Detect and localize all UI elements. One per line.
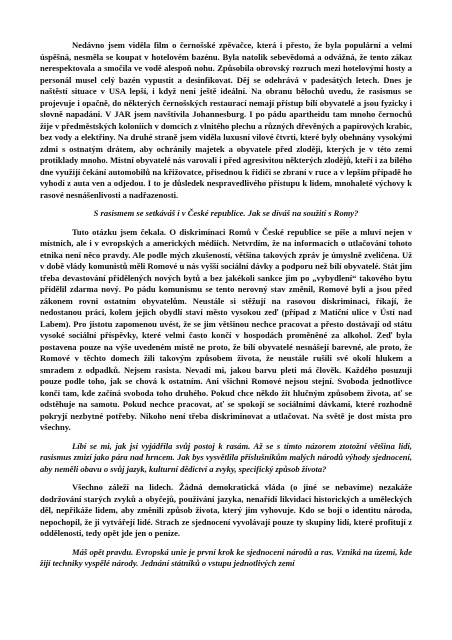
question-roma: S rasismem se setkáváš i v České republice. Jak se díváš na soužití s Romy? xyxy=(93,208,359,218)
question-unification: Líbí se mi, jak jsi vyjádřila svůj postoj k rasám. Až se s tímto názorem ztotožní většina lidí, rasismus zmizí jako pára nad hrncem. Jak bys vysvětlila příslušníkům malých národů výhody sjednocení, aby neměli obavu o svůj jazyk, kulturní dědictví a zvyky, specifický způsob života? xyxy=(40,440,412,474)
paragraph-unification-answer: Všechno záleží na lidech. Žádná demokratická vláda (o jiné se nebavíme) nezakáže dodržování starých zvyků a obyčejů, používání jazyka, nenařídí likvidaci historických a uměleckých děl, nepřikáže lidem, aby změnili způsob života, který jim vyhovuje. Kdo se bojí o identitu národa, nepochopil, že ji vytvářejí lidé. Strach ze sjednocení vyvolávají pouze ty skupiny lidí, které profitují z oddělenosti, tedy opět jde jen o peníze. xyxy=(40,482,412,538)
paragraph-film-story: Nedávno jsem viděla film o černošské zpěvačce, která i přesto, že byla populární a velmi úspěšná, nesměla se koupat v hotelovém bazénu. Byla natolik sebevědomá a odvážná, že tento zákaz nerespektovala a smočila ve vodě alespoň nohu. Způsobila obrovský rozruch mezi hotelovými hosty a personál musel celý bazén vypustit a desinfikovat. Děj se odehrává v padesátých letech. Dnes je naštěstí situace v USA lepší, i když není ještě ideální. Na obranu bělochů uvedu, že rasismus se projevuje i opačně, do některých černošských restaurací nemají přístup bílí obyvatelé a jsou fyzicky i slovně napadáni. V JAR jsem navštívila Johannesburg. I po pádu apartheidu tam mnoho černochů žije v předměstských koloniích v domcích z vlnitého plechu a různých dřevěných a papírových krabic, bez vody a elektřiny. Na druhé straně jsem viděla luxusní vilové čtvrti, které byly obehnány vysokými zdmi s ostnatým drátem, aby ochránily majetek a obyvatele před zloději, kterých je v této zemi protiklady mnoho. Místní obyvatelé nás varovali i před agresivitou některých zlodějů, kteří i za bílého dne využijí čekání automobilů na křižovatce, přisednou k řidiči se zbraní v ruce a v lepším případě ho vyhodí z auta ven a odjedou. I to je důsledek nespravedlivého přístupu k lidem, mnohaleté výchovy k rasové nesnášenlivosti a nadřazenosti. xyxy=(40,40,412,200)
paragraph-eu-intro: Máš opět pravdu. Evropská unie je první krok ke sjednocení národů a ras. Vzniká na území, kde žijí techniky vyspělé národy. Jednání státníků o vstupu jednotlivých zemí xyxy=(40,546,412,568)
paragraph-roma-answer: Tuto otázku jsem čekala. O diskriminaci Romů v České republice se píše a mluví nejen v místních, ale i v evropských a amerických médiích. Netvrdím, že na informacích o utlačování tohoto etnika není něco pravdy. Ale podle mých zkušeností, většina takových zpráv je úmyslně zveličena. Už v době vlády komunistů měli Romové u nás vyšší sociální dávky a podporu než bílí obyvatelé. Stát jim třeba devastování přidělených nových bytů a bez jakékoli sankce jim po „vybydlení“ takového bytu přidělil zdarma nový. Po pádu komunismu se tento nerovný stav změnil, Romové byli a jsou před zákonem rovni ostatním obyvatelům. Neustále si stěžují na rasovou diskriminaci, říkají, že nedostanou práci, kolem jejich obydlí staví město vysokou zeď (případ z Matiční ulice v Ústí nad Labem). Pro jistotu zapomenou uvést, že se jim většinou nechce pracovat a přesto dostávají od státu vysoké sociální příspěvky, které velmi často končí v hospodách proměněné za alkohol. Zeď byla postavena pouze na výše uvedeném místě ne proto, že bílí obyvatelé nesnášejí barevné, ale proto, že Romové v těchto domech žili takovým způsobem života, že neustále rušili své okolí hlukem a smradem z odpadků. Nejsem rasista. Nevadí mi, jakou barvu pleti má člověk. Každého posuzuji pouze podle toho, jak se chová k ostatním. Ani všichni Romové nejsou stejní. Svoboda jednotlivce končí tam, kde začíná svoboda toho druhého. Pokud chce někdo žít hlučným způsobem života, ať se odstěhuje na samotu. Pokud nechce pracovat, ať se spokojí se sociálními dávkami, které rozhodně pokryjí nezbytné potřeby. Nikoho není třeba diskriminovat a utlačovat. Na světě je dost místa pro všechny. xyxy=(40,226,412,432)
